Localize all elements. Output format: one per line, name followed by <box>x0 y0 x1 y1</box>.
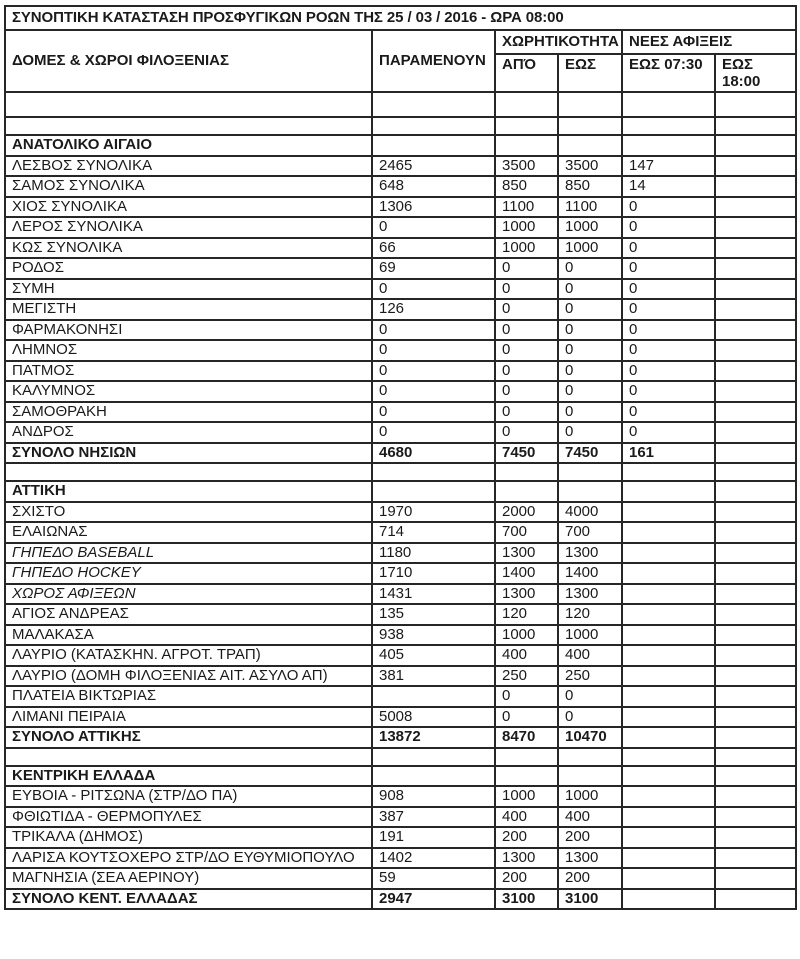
arrivals-1800-cell <box>715 625 796 646</box>
remaining-cell: 381 <box>372 666 495 687</box>
capacity-from-cell: 1300 <box>495 584 558 605</box>
arrivals-1800-cell <box>715 279 796 300</box>
remaining-cell: 908 <box>372 786 495 807</box>
remaining-cell: 0 <box>372 361 495 382</box>
facility-name-cell: ΧΙΟΣ ΣΥΝΟΛΙΚΑ <box>5 197 372 218</box>
facility-name-cell <box>5 463 372 481</box>
capacity-to-cell: 700 <box>558 522 622 543</box>
arrivals-0730-cell <box>622 543 715 564</box>
capacity-to-cell <box>558 117 622 135</box>
remaining-cell: 0 <box>372 217 495 238</box>
col-header-remaining: ΠΑΡΑΜΕΝΟΥΝ <box>372 30 495 92</box>
arrivals-1800-cell <box>715 443 796 464</box>
capacity-to-cell: 3100 <box>558 889 622 910</box>
capacity-from-cell: 1000 <box>495 238 558 259</box>
arrivals-0730-cell <box>622 92 715 117</box>
capacity-to-cell: 0 <box>558 402 622 423</box>
remaining-cell: 1970 <box>372 502 495 523</box>
col-header-arrivals-until-1800: ΕΩΣ 18:00 <box>715 54 796 92</box>
capacity-to-cell: 1000 <box>558 238 622 259</box>
facility-name-cell: ΛΑΥΡΙΟ (ΔΟΜΗ ΦΙΛΟΞΕΝΙΑΣ ΑΙΤ. ΑΣΥΛΟ ΑΠ) <box>5 666 372 687</box>
facility-name-cell: ΣΧΙΣΤΟ <box>5 502 372 523</box>
arrivals-0730-cell <box>622 766 715 787</box>
arrivals-0730-cell: 0 <box>622 422 715 443</box>
capacity-to-cell: 1100 <box>558 197 622 218</box>
empty-row <box>5 463 796 481</box>
arrivals-1800-cell <box>715 299 796 320</box>
capacity-from-cell: 200 <box>495 868 558 889</box>
arrivals-0730-cell <box>622 748 715 766</box>
arrivals-0730-cell: 0 <box>622 258 715 279</box>
arrivals-0730-cell <box>622 727 715 748</box>
remaining-cell: 387 <box>372 807 495 828</box>
arrivals-1800-cell <box>715 848 796 869</box>
remaining-cell: 69 <box>372 258 495 279</box>
capacity-from-cell: 1000 <box>495 625 558 646</box>
arrivals-1800-cell <box>715 258 796 279</box>
remaining-cell: 938 <box>372 625 495 646</box>
capacity-from-cell: 1000 <box>495 786 558 807</box>
arrivals-0730-cell <box>622 707 715 728</box>
capacity-to-cell: 1000 <box>558 625 622 646</box>
capacity-to-cell: 0 <box>558 707 622 728</box>
arrivals-0730-cell: 14 <box>622 176 715 197</box>
table-row <box>5 299 796 320</box>
capacity-to-cell: 1300 <box>558 543 622 564</box>
capacity-to-cell: 1000 <box>558 786 622 807</box>
arrivals-1800-cell <box>715 707 796 728</box>
col-header-new-arrivals: ΝΕΕΣ ΑΦΙΞΕΙΣ <box>622 30 796 54</box>
capacity-to-cell: 400 <box>558 807 622 828</box>
facility-name-cell: ΣΥΝΟΛΟ ΝΗΣΙΩΝ <box>5 443 372 464</box>
arrivals-1800-cell <box>715 92 796 117</box>
col-header-arrivals-until-0730: ΕΩΣ 07:30 <box>622 54 715 92</box>
table-row <box>5 848 796 869</box>
refugee-flows-table <box>4 5 797 910</box>
arrivals-0730-cell: 0 <box>622 197 715 218</box>
facility-name-cell: ΛΕΣΒΟΣ ΣΥΝΟΛΙΚΑ <box>5 156 372 177</box>
arrivals-1800-cell <box>715 156 796 177</box>
table-row <box>5 666 796 687</box>
capacity-to-cell <box>558 463 622 481</box>
facility-name-cell: ΦΑΡΜΑΚΟΝΗΣΙ <box>5 320 372 341</box>
facility-name-cell: ΧΩΡΟΣ ΑΦΙΞΕΩΝ <box>5 584 372 605</box>
table-row <box>5 604 796 625</box>
arrivals-1800-cell <box>715 686 796 707</box>
table-row <box>5 156 796 177</box>
table-title: ΣΥΝΟΠΤΙΚΗ ΚΑΤΑΣΤΑΣΗ ΠΡΟΣΦΥΓΙΚΩΝ ΡΟΩΝ ΤΗΣ 25 / 03 / 2016 - ΩΡΑ 08:00 <box>5 6 796 30</box>
capacity-from-cell: 0 <box>495 686 558 707</box>
arrivals-1800-cell <box>715 361 796 382</box>
col-header-capacity: ΧΩΡΗΤΙΚΟΤΗΤΑ <box>495 30 622 54</box>
capacity-to-cell: 250 <box>558 666 622 687</box>
capacity-from-cell: 3100 <box>495 889 558 910</box>
empty-row <box>5 748 796 766</box>
capacity-from-cell: 400 <box>495 807 558 828</box>
arrivals-1800-cell <box>715 238 796 259</box>
capacity-from-cell: 1300 <box>495 848 558 869</box>
arrivals-0730-cell <box>622 666 715 687</box>
facility-name-cell: ΚΑΛΥΜΝΟΣ <box>5 381 372 402</box>
table-row <box>5 340 796 361</box>
arrivals-1800-cell <box>715 748 796 766</box>
table-row <box>5 217 796 238</box>
facility-name-cell: ΛΕΡΟΣ ΣΥΝΟΛΙΚΑ <box>5 217 372 238</box>
table-row <box>5 258 796 279</box>
remaining-cell <box>372 92 495 117</box>
arrivals-1800-cell <box>715 727 796 748</box>
arrivals-0730-cell <box>622 625 715 646</box>
table-row <box>5 827 796 848</box>
capacity-to-cell: 3500 <box>558 156 622 177</box>
arrivals-0730-cell: 0 <box>622 320 715 341</box>
arrivals-1800-cell <box>715 563 796 584</box>
arrivals-1800-cell <box>715 522 796 543</box>
capacity-to-cell: 4000 <box>558 502 622 523</box>
remaining-cell: 135 <box>372 604 495 625</box>
remaining-cell <box>372 748 495 766</box>
arrivals-1800-cell <box>715 135 796 156</box>
facility-name-cell: ΚΕΝΤΡΙΚΗ ΕΛΛΑΔΑ <box>5 766 372 787</box>
remaining-cell: 714 <box>372 522 495 543</box>
remaining-cell: 13872 <box>372 727 495 748</box>
table-row <box>5 176 796 197</box>
table-row <box>5 868 796 889</box>
remaining-cell <box>372 766 495 787</box>
arrivals-0730-cell: 0 <box>622 340 715 361</box>
capacity-from-cell: 3500 <box>495 156 558 177</box>
capacity-from-cell: 0 <box>495 361 558 382</box>
empty-row <box>5 117 796 135</box>
table-row <box>5 402 796 423</box>
arrivals-0730-cell <box>622 584 715 605</box>
capacity-from-cell <box>495 117 558 135</box>
arrivals-0730-cell <box>622 645 715 666</box>
facility-name-cell: ΣΥΝΟΛΟ ΚΕΝΤ. ΕΛΛΑΔΑΣ <box>5 889 372 910</box>
capacity-to-cell: 0 <box>558 320 622 341</box>
capacity-to-cell: 0 <box>558 381 622 402</box>
col-header-structures: ΔΟΜΕΣ & ΧΩΡΟΙ ΦΙΛΟΞΕΝΙΑΣ <box>5 30 372 92</box>
total-row <box>5 443 796 464</box>
facility-name-cell: ΑΝΑΤΟΛΙΚΟ ΑΙΓΑΙΟ <box>5 135 372 156</box>
capacity-from-cell <box>495 463 558 481</box>
table-row <box>5 807 796 828</box>
remaining-cell: 1402 <box>372 848 495 869</box>
col-header-capacity-from: ΑΠΌ <box>495 54 558 92</box>
remaining-cell: 648 <box>372 176 495 197</box>
table-row <box>5 786 796 807</box>
remaining-cell: 4680 <box>372 443 495 464</box>
arrivals-1800-cell <box>715 320 796 341</box>
arrivals-0730-cell <box>622 827 715 848</box>
remaining-cell <box>372 135 495 156</box>
arrivals-0730-cell <box>622 117 715 135</box>
capacity-from-cell: 850 <box>495 176 558 197</box>
arrivals-1800-cell <box>715 117 796 135</box>
capacity-to-cell: 400 <box>558 645 622 666</box>
capacity-to-cell: 120 <box>558 604 622 625</box>
table-row <box>5 625 796 646</box>
arrivals-1800-cell <box>715 217 796 238</box>
table-row <box>5 320 796 341</box>
capacity-from-cell: 7450 <box>495 443 558 464</box>
arrivals-1800-cell <box>715 666 796 687</box>
arrivals-0730-cell: 161 <box>622 443 715 464</box>
facility-name-cell <box>5 92 372 117</box>
capacity-to-cell: 0 <box>558 686 622 707</box>
capacity-from-cell: 0 <box>495 279 558 300</box>
facility-name-cell: ΣΑΜΟΘΡΑΚΗ <box>5 402 372 423</box>
capacity-from-cell: 8470 <box>495 727 558 748</box>
remaining-cell: 2465 <box>372 156 495 177</box>
arrivals-0730-cell <box>622 502 715 523</box>
arrivals-0730-cell: 0 <box>622 299 715 320</box>
capacity-to-cell: 0 <box>558 422 622 443</box>
arrivals-1800-cell <box>715 422 796 443</box>
facility-name-cell: ΓΗΠΕΔΟ HOCKEY <box>5 563 372 584</box>
capacity-to-cell <box>558 748 622 766</box>
arrivals-0730-cell: 0 <box>622 238 715 259</box>
header-row <box>5 30 796 54</box>
table-row <box>5 522 796 543</box>
table-row <box>5 238 796 259</box>
remaining-cell: 126 <box>372 299 495 320</box>
facility-name-cell: ΠΛΑΤΕΙΑ ΒΙΚΤΩΡΙΑΣ <box>5 686 372 707</box>
remaining-cell: 1306 <box>372 197 495 218</box>
arrivals-1800-cell <box>715 868 796 889</box>
arrivals-1800-cell <box>715 889 796 910</box>
total-row <box>5 727 796 748</box>
facility-name-cell: ΑΤΤΙΚΗ <box>5 481 372 502</box>
facility-name-cell: ΣΥΝΟΛΟ ΑΤΤΙΚΗΣ <box>5 727 372 748</box>
facility-name-cell <box>5 748 372 766</box>
remaining-cell: 5008 <box>372 707 495 728</box>
title-row <box>5 6 796 30</box>
facility-name-cell: ΦΘΙΩΤΙΔΑ - ΘΕΡΜΟΠΥΛΕΣ <box>5 807 372 828</box>
facility-name-cell: ΛΑΡΙΣΑ ΚΟΥΤΣΟΧΕΡΟ ΣΤΡ/ΔΟ ΕΥΘΥΜΙΟΠΟΥΛΟ <box>5 848 372 869</box>
arrivals-0730-cell <box>622 786 715 807</box>
facility-name-cell: ΜΕΓΙΣΤΗ <box>5 299 372 320</box>
capacity-from-cell: 0 <box>495 707 558 728</box>
table-row <box>5 197 796 218</box>
capacity-from-cell <box>495 135 558 156</box>
capacity-from-cell: 250 <box>495 666 558 687</box>
capacity-from-cell <box>495 92 558 117</box>
capacity-from-cell <box>495 766 558 787</box>
facility-name-cell: ΣΑΜΟΣ ΣΥΝΟΛΙΚΑ <box>5 176 372 197</box>
col-header-capacity-to: ΕΩΣ <box>558 54 622 92</box>
facility-name-cell: ΛΙΜΑΝΙ ΠΕΙΡΑΙΑ <box>5 707 372 728</box>
table-row <box>5 584 796 605</box>
facility-name-cell: ΛΗΜΝΟΣ <box>5 340 372 361</box>
arrivals-0730-cell <box>622 563 715 584</box>
facility-name-cell: ΑΝΔΡΟΣ <box>5 422 372 443</box>
facility-name-cell: ΕΥΒΟΙΑ - ΡΙΤΣΩΝΑ (ΣΤΡ/ΔΟ ΠΑ) <box>5 786 372 807</box>
facility-name-cell: ΜΑΛΑΚΑΣΑ <box>5 625 372 646</box>
arrivals-1800-cell <box>715 381 796 402</box>
capacity-to-cell: 200 <box>558 827 622 848</box>
facility-name-cell: ΣΥΜΗ <box>5 279 372 300</box>
capacity-from-cell: 0 <box>495 258 558 279</box>
facility-name-cell: ΛΑΥΡΙΟ (ΚΑΤΑΣΚΗΝ. ΑΓΡΟΤ. ΤΡΑΠ) <box>5 645 372 666</box>
remaining-cell <box>372 686 495 707</box>
capacity-from-cell: 0 <box>495 381 558 402</box>
arrivals-1800-cell <box>715 827 796 848</box>
table-row <box>5 502 796 523</box>
arrivals-1800-cell <box>715 766 796 787</box>
table-row <box>5 381 796 402</box>
capacity-to-cell: 0 <box>558 279 622 300</box>
arrivals-1800-cell <box>715 543 796 564</box>
arrivals-0730-cell <box>622 868 715 889</box>
capacity-from-cell: 120 <box>495 604 558 625</box>
section-row <box>5 481 796 502</box>
facility-name-cell: ΑΓΙΟΣ ΑΝΔΡΕΑΣ <box>5 604 372 625</box>
capacity-to-cell: 1400 <box>558 563 622 584</box>
facility-name-cell: ΤΡΙΚΑΛΑ (ΔΗΜΟΣ) <box>5 827 372 848</box>
facility-name-cell: ΚΩΣ ΣΥΝΟΛΙΚΑ <box>5 238 372 259</box>
remaining-cell: 191 <box>372 827 495 848</box>
section-row <box>5 766 796 787</box>
remaining-cell: 2947 <box>372 889 495 910</box>
capacity-to-cell: 1300 <box>558 584 622 605</box>
capacity-to-cell: 0 <box>558 258 622 279</box>
arrivals-0730-cell <box>622 686 715 707</box>
remaining-cell: 0 <box>372 422 495 443</box>
capacity-to-cell <box>558 481 622 502</box>
table-row <box>5 645 796 666</box>
capacity-to-cell: 7450 <box>558 443 622 464</box>
arrivals-0730-cell: 0 <box>622 279 715 300</box>
capacity-from-cell: 0 <box>495 402 558 423</box>
arrivals-0730-cell <box>622 807 715 828</box>
capacity-to-cell: 200 <box>558 868 622 889</box>
arrivals-1800-cell <box>715 645 796 666</box>
table-row <box>5 686 796 707</box>
arrivals-1800-cell <box>715 197 796 218</box>
arrivals-1800-cell <box>715 502 796 523</box>
remaining-cell <box>372 463 495 481</box>
table-row <box>5 422 796 443</box>
capacity-from-cell <box>495 748 558 766</box>
arrivals-1800-cell <box>715 340 796 361</box>
facility-name-cell: ΓΗΠΕΔΟ BASEBALL <box>5 543 372 564</box>
arrivals-0730-cell <box>622 889 715 910</box>
capacity-from-cell <box>495 481 558 502</box>
capacity-to-cell: 10470 <box>558 727 622 748</box>
table-row <box>5 279 796 300</box>
arrivals-0730-cell: 0 <box>622 381 715 402</box>
capacity-from-cell: 400 <box>495 645 558 666</box>
capacity-from-cell: 0 <box>495 422 558 443</box>
facility-name-cell: ΠΑΤΜΟΣ <box>5 361 372 382</box>
arrivals-0730-cell <box>622 463 715 481</box>
arrivals-1800-cell <box>715 584 796 605</box>
arrivals-0730-cell <box>622 522 715 543</box>
capacity-from-cell: 1000 <box>495 217 558 238</box>
arrivals-1800-cell <box>715 807 796 828</box>
remaining-cell: 0 <box>372 381 495 402</box>
capacity-from-cell: 700 <box>495 522 558 543</box>
capacity-to-cell <box>558 92 622 117</box>
arrivals-0730-cell <box>622 848 715 869</box>
remaining-cell: 1180 <box>372 543 495 564</box>
capacity-to-cell: 1300 <box>558 848 622 869</box>
section-row <box>5 135 796 156</box>
arrivals-1800-cell <box>715 604 796 625</box>
capacity-from-cell: 0 <box>495 299 558 320</box>
capacity-from-cell: 0 <box>495 340 558 361</box>
remaining-cell: 59 <box>372 868 495 889</box>
arrivals-0730-cell <box>622 481 715 502</box>
capacity-to-cell: 0 <box>558 299 622 320</box>
table-row <box>5 543 796 564</box>
arrivals-0730-cell <box>622 604 715 625</box>
remaining-cell: 0 <box>372 320 495 341</box>
arrivals-1800-cell <box>715 402 796 423</box>
arrivals-1800-cell <box>715 176 796 197</box>
remaining-cell <box>372 117 495 135</box>
arrivals-1800-cell <box>715 786 796 807</box>
capacity-to-cell: 0 <box>558 340 622 361</box>
table-row <box>5 563 796 584</box>
remaining-cell <box>372 481 495 502</box>
table-body <box>5 92 796 909</box>
arrivals-0730-cell: 0 <box>622 217 715 238</box>
remaining-cell: 1431 <box>372 584 495 605</box>
capacity-to-cell <box>558 135 622 156</box>
arrivals-0730-cell: 0 <box>622 361 715 382</box>
total-row <box>5 889 796 910</box>
capacity-from-cell: 0 <box>495 320 558 341</box>
capacity-from-cell: 1100 <box>495 197 558 218</box>
remaining-cell: 0 <box>372 279 495 300</box>
remaining-cell: 1710 <box>372 563 495 584</box>
arrivals-1800-cell <box>715 463 796 481</box>
facility-name-cell: ΡΟΔΟΣ <box>5 258 372 279</box>
remaining-cell: 0 <box>372 402 495 423</box>
capacity-to-cell: 0 <box>558 361 622 382</box>
facility-name-cell: ΜΑΓΝΗΣΙΑ (ΣΕΑ ΑΕΡΙΝΟΥ) <box>5 868 372 889</box>
remaining-cell: 66 <box>372 238 495 259</box>
capacity-to-cell: 1000 <box>558 217 622 238</box>
remaining-cell: 0 <box>372 340 495 361</box>
capacity-from-cell: 2000 <box>495 502 558 523</box>
arrivals-0730-cell: 0 <box>622 402 715 423</box>
table-row <box>5 361 796 382</box>
capacity-to-cell <box>558 766 622 787</box>
remaining-cell: 405 <box>372 645 495 666</box>
table-row <box>5 707 796 728</box>
facility-name-cell <box>5 117 372 135</box>
capacity-from-cell: 1300 <box>495 543 558 564</box>
arrivals-1800-cell <box>715 481 796 502</box>
capacity-from-cell: 200 <box>495 827 558 848</box>
empty-row <box>5 92 796 117</box>
capacity-to-cell: 850 <box>558 176 622 197</box>
arrivals-0730-cell: 147 <box>622 156 715 177</box>
arrivals-0730-cell <box>622 135 715 156</box>
facility-name-cell: ΕΛΑΙΩΝΑΣ <box>5 522 372 543</box>
capacity-from-cell: 1400 <box>495 563 558 584</box>
